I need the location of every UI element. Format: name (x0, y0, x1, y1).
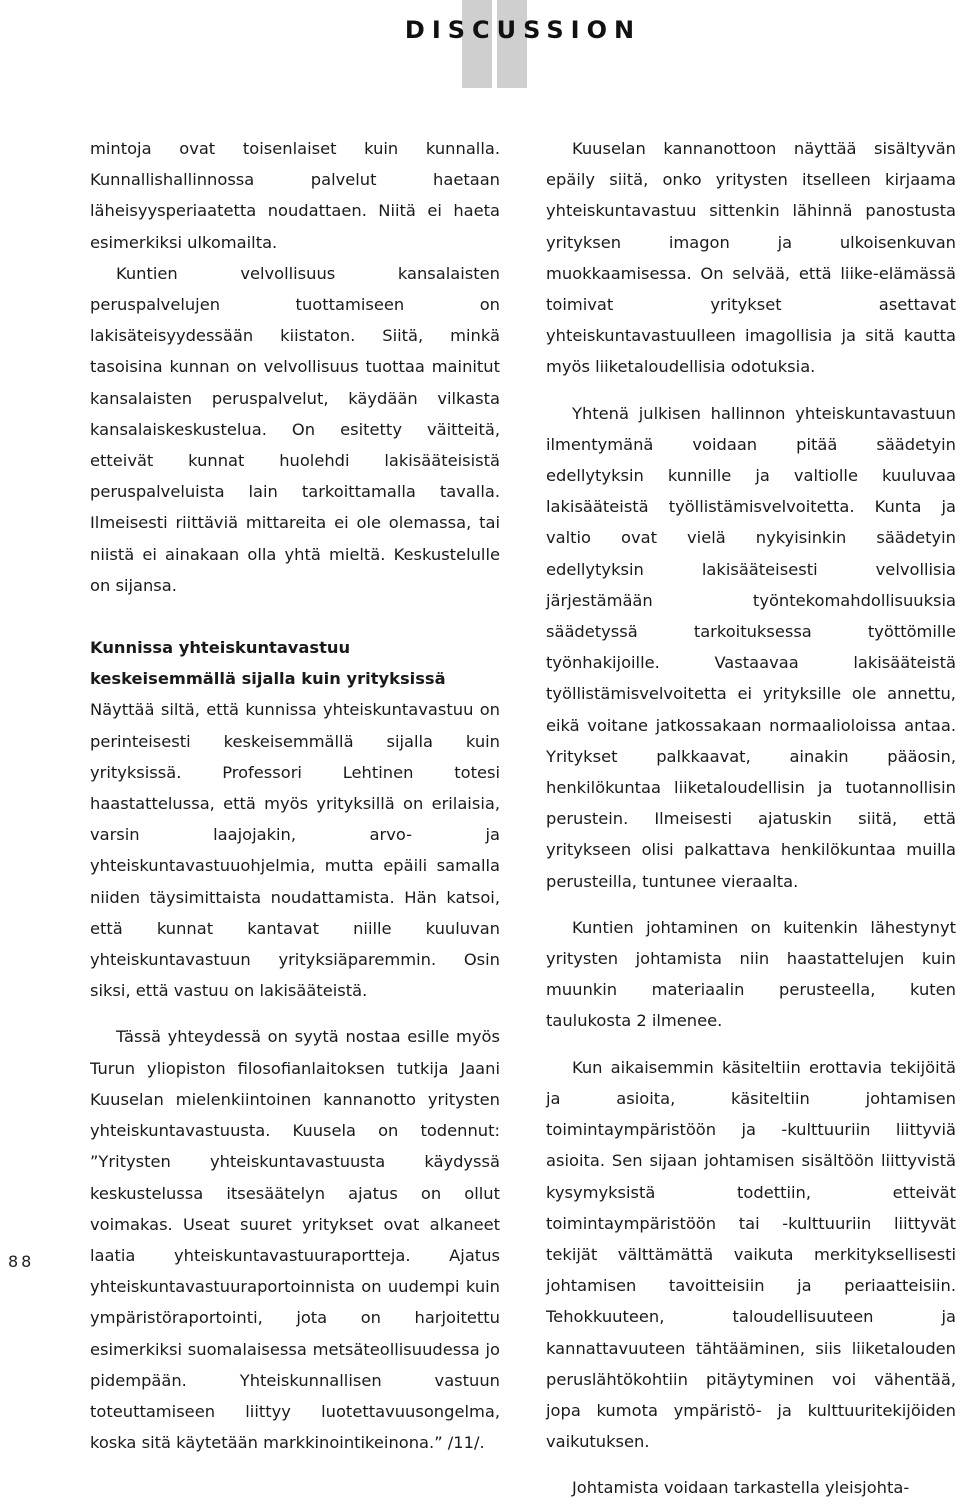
page-number: 88 (8, 1252, 35, 1271)
left-column (90, 133, 500, 1458)
header-decoration (0, 0, 960, 90)
paragraph: Kuuselan kannanottoon näyttää sisältyvän epäily siitä, onko yritysten itselleen kirjaama yhteiskuntavastuu sittenkin lähinnä panostusta yrityksen imagon ja ulkoisenkuvan muokkaamisessa. On selvää, että liike-elämässä toimivat yritykset asettavat yhteiskuntavastuulleen imagollisia ja sitä kautta myös liiketaloudellisia odotuksia. (546, 139, 956, 377)
right-column (546, 133, 956, 1504)
paragraph: Kuntien velvollisuus kansalaisten peruspalvelujen tuottamiseen on lakisäteisyydessään kiistaton. Siitä, minkä tasoisina kunnan on velvollisuus tuottaa mainitut kansalaisten peruspalvelut, käydään vilkasta kansalaiskeskustelua. On esitetty väitteitä, etteivät kunnat huolehdi lakisääteisistä peruspalveluista lain tarkoittamalla tavalla. Ilmeisesti riittäviä mittareita ei ole olemassa, tai niistä ei ainakaan olla yhtä mieltä. Keskustelulle on sijansa. (90, 263, 500, 595)
paragraph: Kun aikaisemmin käsiteltiin erottavia tekijöitä ja asioita, käsiteltiin johtamisen toimintaympäristöön ja -kulttuuriin liittyviä asioita. Sen sijaan johtamisen sisältöön liittyvistä kysymyksistä todettiin, etteivät toimintaympäristöön tai -kulttuuriin liittyvät tekijät välttämättä vaikuta merkityksellisesti johtamisen tavoitteisiin ja periaatteisiin. Tehokkuuteen, taloudellisuuteen ja kannattavuuteen tähtääminen, siis liiketalouden peruslähtökohtiin pitäytyminen voi vähentää, jopa kumota ympäristö- ja kulttuuritekijöiden vaikutuksen. (546, 1057, 956, 1452)
header-bar (462, 0, 492, 88)
paragraph: Yhtenä julkisen hallinnon yhteiskuntavastuun ilmentymänä voidaan pitää säädetyin edellytyksin kunnille ja valtiolle kuuluvaa lakisääteistä työllistämisvelvoitetta. Kunta ja valtio ovat vielä nykyisinkin säädetyin edellytyksin lakisääteisesti velvollisia järjestämään työntekomahdollisuuksia säädetyssä tarkoituksessa työttömille työnhakijoille. Vastaavaa lakisääteistä työllistämisvelvoitetta ei yrityksille ole annettu, eikä voitane jatkossakaan normaalioloissa antaa. Yritykset palkkaavat, ainakin pääosin, henkilökuntaa liiketaloudellisin ja tuotannollisin perustein. Ilmeisesti ajatuskin siitä, että yritykseen olisi palkattava henkilökuntaa muilla perusteilla, tuntunee vieraalta. (546, 403, 956, 891)
subheading: Kunnissa yhteiskuntavastuu keskeisemmällä sijalla kuin yrityksissä (90, 638, 446, 689)
paragraph: Kuntien johtaminen on kuitenkin lähestynyt yritysten johtamista niin haastattelujen kuin muunkin materiaalin perusteella, kuten taulukosta 2 ilmenee. (546, 917, 956, 1031)
paragraph: Näyttää siltä, että kunnissa yhteiskuntavastuu on perinteisesti keskeisemmällä sijalla kuin yrityksissä. Professori Lehtinen totesi haastattelussa, että myös yrityksillä on erilaisia, varsin laajojakin, arvo- ja yhteiskuntavastuuohjelmia, mutta epäili samalla niiden täysimittaista noudattamista. Hän katsoi, että kunnat kantavat niille kuuluvan yhteiskuntavastuun yrityksiäparemmin. Osin siksi, että vastuu on lakisääteistä. (90, 700, 500, 1001)
paragraph: Tässä yhteydessä on syytä nostaa esille myös Turun yliopiston filosofianlaitoksen tutkija Jaani Kuuselan mielenkiintoinen kannanotto yritysten yhteiskuntavastuusta. Kuusela on todennut: ”Yritysten yhteiskuntavastuusta käydyssä keskustelussa itsesäätelyn ajatus on ollut voimakas. Useat suuret yritykset ovat alkaneet laatia yhteiskuntavastuuraportteja. Ajatus yhteiskuntavastuuraportoinnista on uudempi kuin ympäristöraportointi, jota on harjoitettu esimerkiksi suomalaisessa metsäteollisuudessa jo pidempään. Yhteiskunnallisen vastuun toteuttamiseen liittyy luotettavuusongelma, koska sitä käytetään markkinointikeinona.” /11/. (90, 1027, 500, 1453)
paragraph: mintoja ovat toisenlaiset kuin kunnalla. Kunnallishallinnossa palvelut haetaan läheisyysperiaatetta noudattaen. Niitä ei haeta esimerkiksi ulkomailta. (90, 139, 500, 252)
header-bar (497, 0, 527, 88)
paragraph: Johtamista voidaan tarkastella yleisjohta- (572, 1478, 910, 1498)
section-title: DISCUSSION (404, 16, 642, 44)
